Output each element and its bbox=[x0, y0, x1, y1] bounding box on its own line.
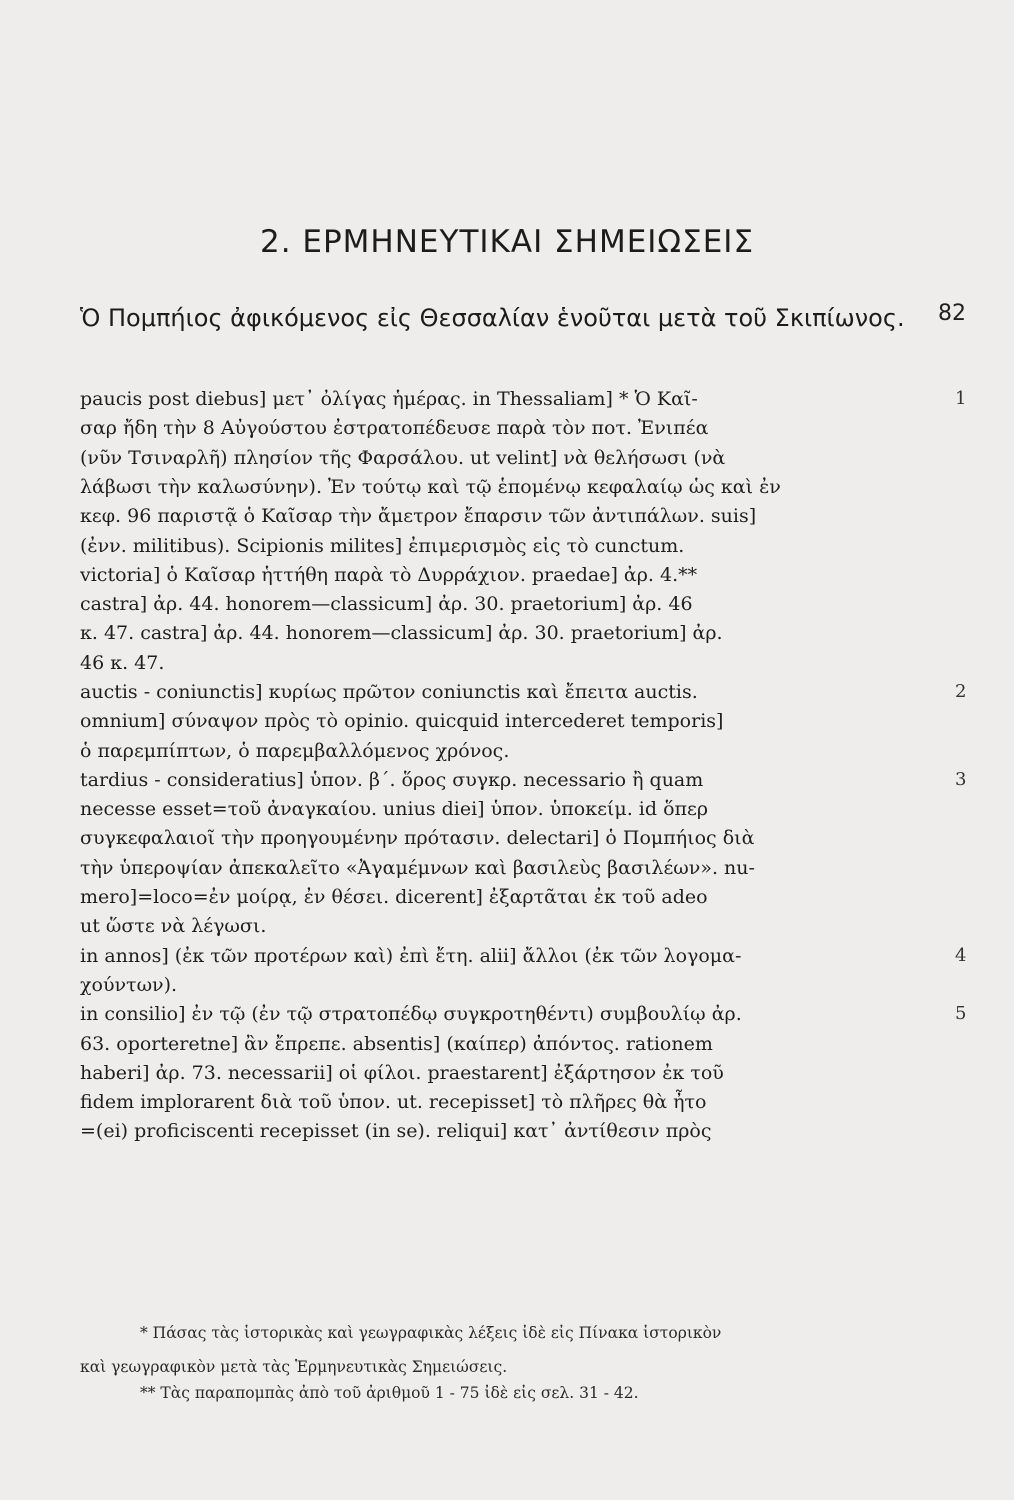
commentary-line: tardius - consideratius] ὑπον. β΄. ὅρος συγκρ. necessario ἢ quam bbox=[80, 769, 704, 791]
commentary-line: omnium] σύναψον πρὸς τὸ opinio. quicquid intercederet temporis] bbox=[80, 710, 724, 732]
commentary-line: ut ὥστε νὰ λέγωσι. bbox=[80, 915, 267, 937]
commentary-line: haberi] ἀρ. 73. necessarii] οἱ φίλοι. praestarent] ἐξάρτησον ἐκ τοῦ bbox=[80, 1062, 724, 1084]
paragraph-number: 2 bbox=[955, 681, 967, 702]
commentary-line: =(ei) proficiscenti recepisset (in se). reliqui] κατ᾽ ἀντίθεσιν πρὸς bbox=[80, 1120, 712, 1142]
commentary-line: mero]=loco=ἐν μοίρᾳ, ἐν θέσει. dicerent] ἐξαρτᾶται ἐκ τοῦ adeo bbox=[80, 886, 708, 908]
page-title: 2. ΕΡΜΗΝΕΥΤΙΚΑΙ ΣΗΜΕΙΩΣΕΙΣ bbox=[259, 224, 755, 260]
section-heading: Ὁ Πομπήιος ἀφικόμενος εἰς Θεσσαλίαν ἑνοῦται μετὰ τοῦ Σκιπίωνος. bbox=[80, 304, 905, 332]
footnote-line: ** Τὰς παραπομπὰς ἀπὸ τοῦ ἀριθμοῦ 1 - 75 ἰδὲ εἰς σελ. 31 - 42. bbox=[140, 1384, 639, 1402]
footnote-line: καὶ γεωγραφικὸν μετὰ τὰς Ἑρμηνευτικὰς Σημειώσεις. bbox=[80, 1358, 508, 1376]
commentary-line: 63. oporteretne] ἂν ἔπρεπε. absentis] (καίπερ) ἀπόντος. rationem bbox=[80, 1033, 713, 1055]
commentary-line: λάβωσι τὴν καλωσύνην). Ἐν τούτῳ καὶ τῷ ἑπομένῳ κεφαλαίῳ ὡς καὶ ἐν bbox=[80, 476, 781, 498]
paragraph-number: 1 bbox=[955, 388, 967, 409]
commentary-line: συγκεφαλαιοῖ τὴν προηγουμένην πρότασιν. delectari] ὁ Πομπήιος διὰ bbox=[80, 827, 755, 849]
commentary-line: in consilio] ἐν τῷ (ἐν τῷ στρατοπέδῳ συγκροτηθέντι) συμβουλίῳ ἀρ. bbox=[80, 1003, 742, 1025]
commentary-line: κεφ. 96 παριστᾷ ὁ Καῖσαρ τὴν ἄμετρον ἔπαρσιν τῶν ἀντιπάλων. suis] bbox=[80, 505, 757, 527]
paragraph-number: 5 bbox=[955, 1003, 967, 1024]
commentary-line: ὁ παρεμπίπτων, ὁ παρεμβαλλόμενος χρόνος. bbox=[80, 740, 510, 762]
commentary-line: κ. 47. castra] ἀρ. 44. honorem—classicum] ἀρ. 30. praetorium] ἀρ. bbox=[80, 622, 723, 644]
paragraph-number: 3 bbox=[955, 769, 967, 790]
commentary-line: auctis - coniunctis] κυρίως πρῶτον coniunctis καὶ ἔπειτα auctis. bbox=[80, 681, 698, 703]
commentary-line: τὴν ὑπεροψίαν ἀπεκαλεῖτο «Ἀγαμέμνων καὶ βασιλεὺς βασιλέων». nu- bbox=[80, 857, 755, 879]
commentary-line: 46 κ. 47. bbox=[80, 652, 165, 674]
commentary-line: fidem implorarent διὰ τοῦ ὑπον. ut. recepisset] τὸ πλῆρες θὰ ἦτο bbox=[80, 1091, 707, 1113]
commentary-line: χούντων). bbox=[80, 974, 178, 996]
commentary-line: σαρ ἤδη τὴν 8 Αὐγούστου ἐστρατοπέδευσε παρὰ τὸν ποτ. Ἐνιπέα bbox=[80, 417, 709, 439]
commentary-line: victoria] ὁ Καῖσαρ ἡττήθη παρὰ τὸ Δυρράχιον. praedae] ἀρ. 4.** bbox=[80, 564, 698, 586]
commentary-line: necesse esset=τοῦ ἀναγκαίου. unius diei] ὑπον. ὑποκείμ. id ὅπερ bbox=[80, 798, 709, 820]
commentary-line: paucis post diebus] μετ᾽ ὀλίγας ἡμέρας. in Thessaliam] * Ὁ Καῖ- bbox=[80, 388, 698, 410]
commentary-line: castra] ἀρ. 44. honorem—classicum] ἀρ. 30. praetorium] ἀρ. 46 bbox=[80, 593, 693, 615]
commentary-line: (ἐνν. militibus). Scipionis milites] ἐπιμερισμὸς εἰς τὸ cunctum. bbox=[80, 535, 685, 557]
chapter-number: 82 bbox=[938, 301, 966, 326]
footnote-line: * Πάσας τὰς ἱστορικὰς καὶ γεωγραφικὰς λέξεις ἰδὲ εἰς Πίνακα ἱστορικὸν bbox=[140, 1324, 722, 1342]
commentary-line: in annos] (ἐκ τῶν προτέρων καὶ) ἐπὶ ἔτη. alii] ἄλλοι (ἐκ τῶν λογομα- bbox=[80, 945, 742, 967]
paragraph-number: 4 bbox=[955, 945, 967, 966]
commentary-line: (νῦν Τσιναρλῆ) πλησίον τῆς Φαρσάλου. ut velint] νὰ θελήσωσι (νὰ bbox=[80, 447, 726, 469]
